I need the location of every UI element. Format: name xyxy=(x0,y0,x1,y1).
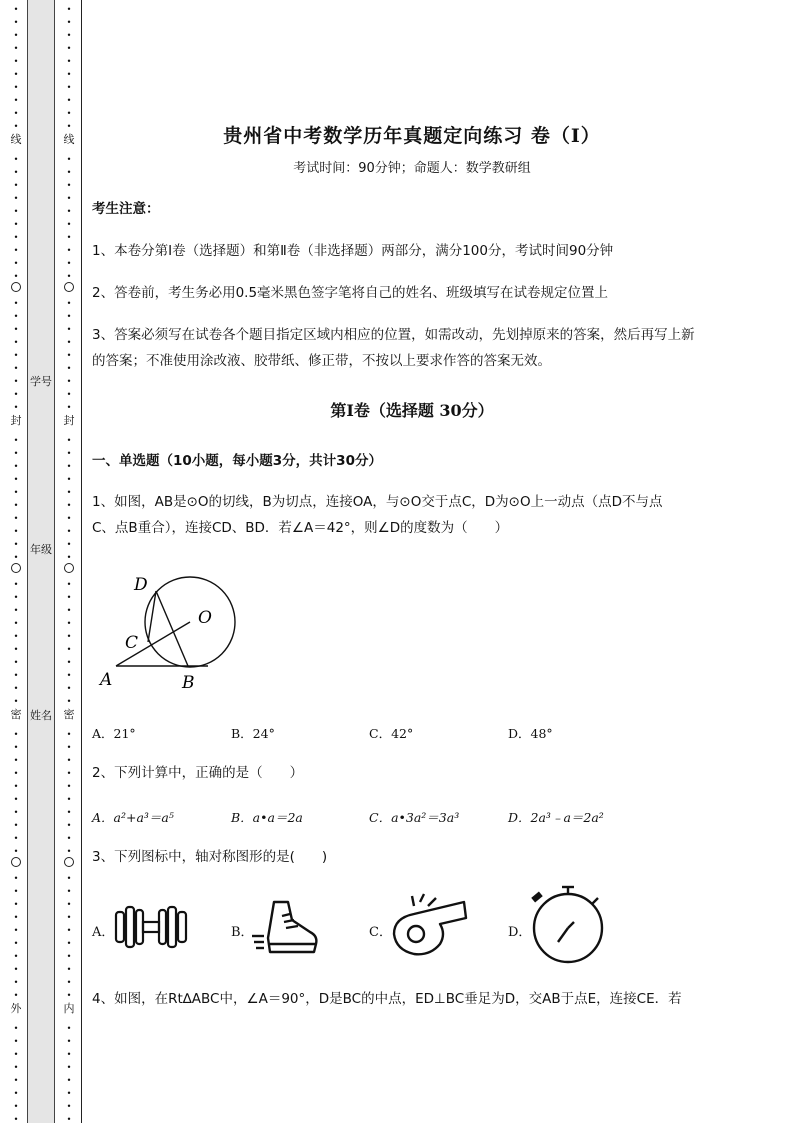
label-a: A xyxy=(100,670,113,690)
field-name: 姓名 xyxy=(30,709,52,722)
label-d: D xyxy=(134,575,148,595)
binding-hole-icon xyxy=(64,855,74,869)
cut-dot xyxy=(64,548,74,561)
cut-dot xyxy=(64,1110,74,1123)
q1-option-b[interactable]: B．24° xyxy=(231,726,275,741)
field-student-id: 学号 xyxy=(30,375,52,388)
cut-dot xyxy=(64,986,74,999)
cut-dot xyxy=(11,1110,21,1123)
whistle-icon xyxy=(390,892,470,958)
cut-dot xyxy=(11,986,21,999)
notice-heading: 考生注意： xyxy=(92,201,160,217)
question-1-figure xyxy=(92,560,252,700)
section-title: 第I卷（选择题 30分） xyxy=(330,401,494,420)
q2-option-d[interactable]: D．2a³﹣a＝2a² xyxy=(508,810,604,825)
binding-hole-icon xyxy=(11,561,21,575)
binding-hole-icon xyxy=(64,280,74,294)
q3-option-a[interactable]: A． xyxy=(92,925,115,940)
binding-strip xyxy=(27,0,55,1123)
binding-hole-icon xyxy=(11,855,21,869)
sneaker-icon xyxy=(252,898,322,958)
exam-info: 考试时间：90分钟；命题人：数学教研组 xyxy=(293,161,531,176)
binding-hole-icon xyxy=(64,561,74,575)
cut-dot xyxy=(11,842,21,855)
label-o: O xyxy=(198,608,212,628)
q1-option-c[interactable]: C．42° xyxy=(369,726,414,741)
cut-dot xyxy=(64,398,74,411)
notice-item-3: 3、答案必须写在试卷各个题目指定区域内相应的位置，如需改动，先划掉原来的答案，然后再写上新 xyxy=(92,327,695,343)
question-1-line-1: 1、如图，AB是⊙O的切线，B为切点，连接OA，与⊙O交于点C，D为⊙O上一动点（点D不与点 xyxy=(92,494,663,510)
cut-line-label: 密 xyxy=(10,708,22,721)
cut-dot xyxy=(11,117,21,130)
cut-line-label: 封 xyxy=(10,414,22,427)
notice-item-2: 2、答卷前，考生务必用0.5毫米黑色签字笔将自己的姓名、班级填写在试卷规定位置上 xyxy=(92,285,609,301)
binding-hole-icon xyxy=(11,280,21,294)
q2-option-a[interactable]: A．a²+a³＝a⁵ xyxy=(92,810,174,825)
field-grade: 年级 xyxy=(30,543,52,556)
cut-dot xyxy=(64,692,74,705)
label-c: C xyxy=(125,633,139,653)
q3-option-b[interactable]: B． xyxy=(231,925,254,940)
cut-dot xyxy=(64,267,74,280)
page-title: 贵州省中考数学历年真题定向练习 卷（Ⅰ） xyxy=(223,125,601,147)
q1-option-d[interactable]: D．48° xyxy=(508,726,553,741)
cut-line-label: 线 xyxy=(63,133,75,146)
cut-line-label: 外 xyxy=(10,1002,22,1015)
question-2-stem: 2、下列计算中，正确的是（ ） xyxy=(92,765,304,781)
question-1-line-2: C、点B重合），连接CD、BD．若∠A＝42°，则∠D的度数为（ ） xyxy=(92,520,509,536)
cut-dot xyxy=(11,267,21,280)
cut-line-label: 封 xyxy=(63,414,75,427)
inner-cut-line xyxy=(64,0,74,1123)
notice-item-3-cont: 的答案；不准使用涂改液、胶带纸、修正带，不按以上要求作答的答案无效。 xyxy=(92,353,551,369)
part-heading: 一、单选题（10小题，每小题3分，共计30分） xyxy=(92,453,382,469)
cut-line-label: 线 xyxy=(10,133,22,146)
label-b: B xyxy=(182,673,195,693)
q3-option-d[interactable]: D． xyxy=(508,925,532,940)
dumbbell-icon xyxy=(114,902,194,952)
cut-dot xyxy=(11,548,21,561)
cut-dot xyxy=(11,692,21,705)
binding-rule xyxy=(81,0,82,1123)
binding-margin xyxy=(0,0,82,1123)
outer-cut-line xyxy=(11,0,21,1123)
q2-option-c[interactable]: C．a•3a²＝3a³ xyxy=(369,810,460,825)
q1-option-a[interactable]: A．21° xyxy=(92,726,136,741)
stopwatch-icon xyxy=(528,884,612,964)
cut-dot xyxy=(64,117,74,130)
cut-dot xyxy=(64,842,74,855)
q2-option-b[interactable]: B．a•a＝2a xyxy=(231,810,303,825)
notice-item-1: 1、本卷分第I卷（选择题）和第Ⅱ卷（非选择题）两部分，满分100分，考试时间90分钟 xyxy=(92,243,614,259)
question-4-line-1: 4、如图，在Rt∆ABC中，∠A＝90°，D是BC的中点，ED⊥BC垂足为D，交AB于点E，连接CE．若 xyxy=(92,991,682,1007)
cut-line-label: 密 xyxy=(63,708,75,721)
cut-line-label: 内 xyxy=(63,1002,75,1015)
q3-option-c[interactable]: C． xyxy=(369,925,392,940)
cut-dot xyxy=(11,398,21,411)
question-3-stem: 3、下列图标中，轴对称图形的是( ) xyxy=(92,849,328,865)
